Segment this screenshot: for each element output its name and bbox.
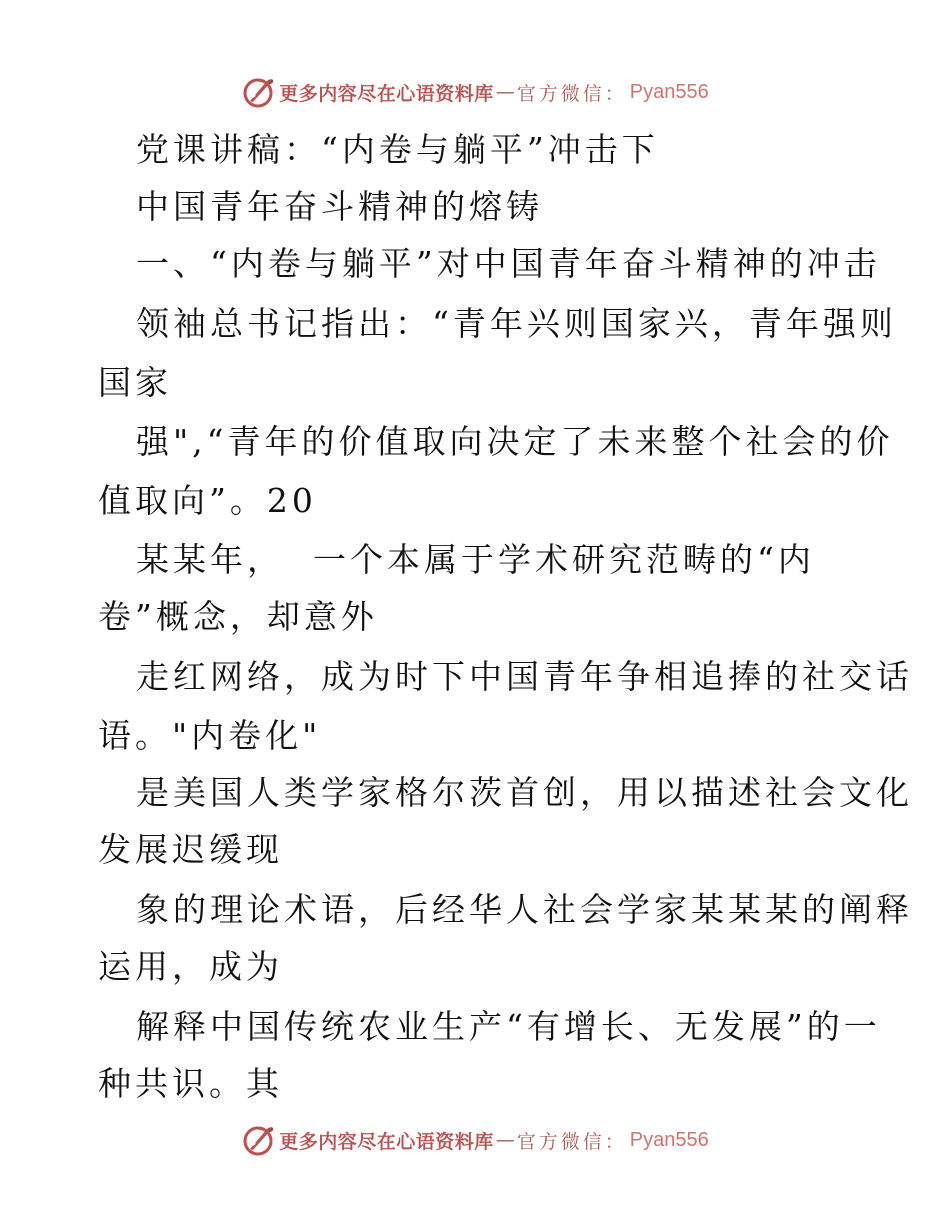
body-line: 运用，成为 (98, 947, 283, 986)
banner-colon: ： (604, 82, 624, 105)
banner-dash: — (495, 81, 515, 103)
body-line: 语。"内卷化" (98, 716, 322, 755)
body-line: 值取向”。20 (98, 481, 317, 520)
body-line: 卷”概念，却意外 (98, 597, 378, 636)
body-line: 国家 (98, 363, 172, 402)
body-line: 发展迟缓现 (98, 830, 283, 869)
title-line-2: 中国青年奋斗精神的熔铸 (136, 187, 543, 226)
banner-text: 更多内容尽在心语资料库 (279, 82, 494, 105)
banner-dash: — (495, 1129, 515, 1151)
footer-watermark-banner (0, 1120, 950, 1160)
section-heading: 一、“内卷与躺平”对中国青年奋斗精神的冲击 (136, 244, 881, 283)
banner-colon: ： (604, 1130, 624, 1153)
body-line: 象的理论术语，后经华人社会学家某某某的阐释 (136, 890, 913, 929)
body-line: 走红网络，成为时下中国青年争相追捧的社交话 (136, 657, 913, 696)
body-line: 领袖总书记指出：“青年兴则国家兴，青年强则 (136, 304, 897, 343)
body-line: 强",“青年的价值取向决定了未来整个社会的价 (136, 422, 894, 461)
body-line: 种共识。其 (98, 1064, 283, 1103)
feather-pen-logo-icon (241, 75, 275, 109)
feather-pen-logo-icon (241, 1123, 275, 1157)
body-line: 解释中国传统农业生产“有增长、无发展”的一 (136, 1007, 881, 1046)
banner-official-label: 官方微信 (516, 1130, 605, 1153)
body-line: 是美国人类学家格尔茨首创，用以描述社会文化 (136, 773, 913, 812)
banner-text: 更多内容尽在心语资料库 (279, 1130, 494, 1153)
banner-wechat-id: Pyan556 (629, 80, 709, 103)
body-line: 某某年， 一个本属于学术研究范畴的“内 (136, 540, 815, 579)
banner-official-label: 官方微信 (516, 82, 605, 105)
header-watermark-banner (0, 72, 950, 112)
title-line-1: 党课讲稿：“内卷与躺平”冲击下 (136, 130, 659, 169)
banner-wechat-id: Pyan556 (629, 1128, 709, 1151)
